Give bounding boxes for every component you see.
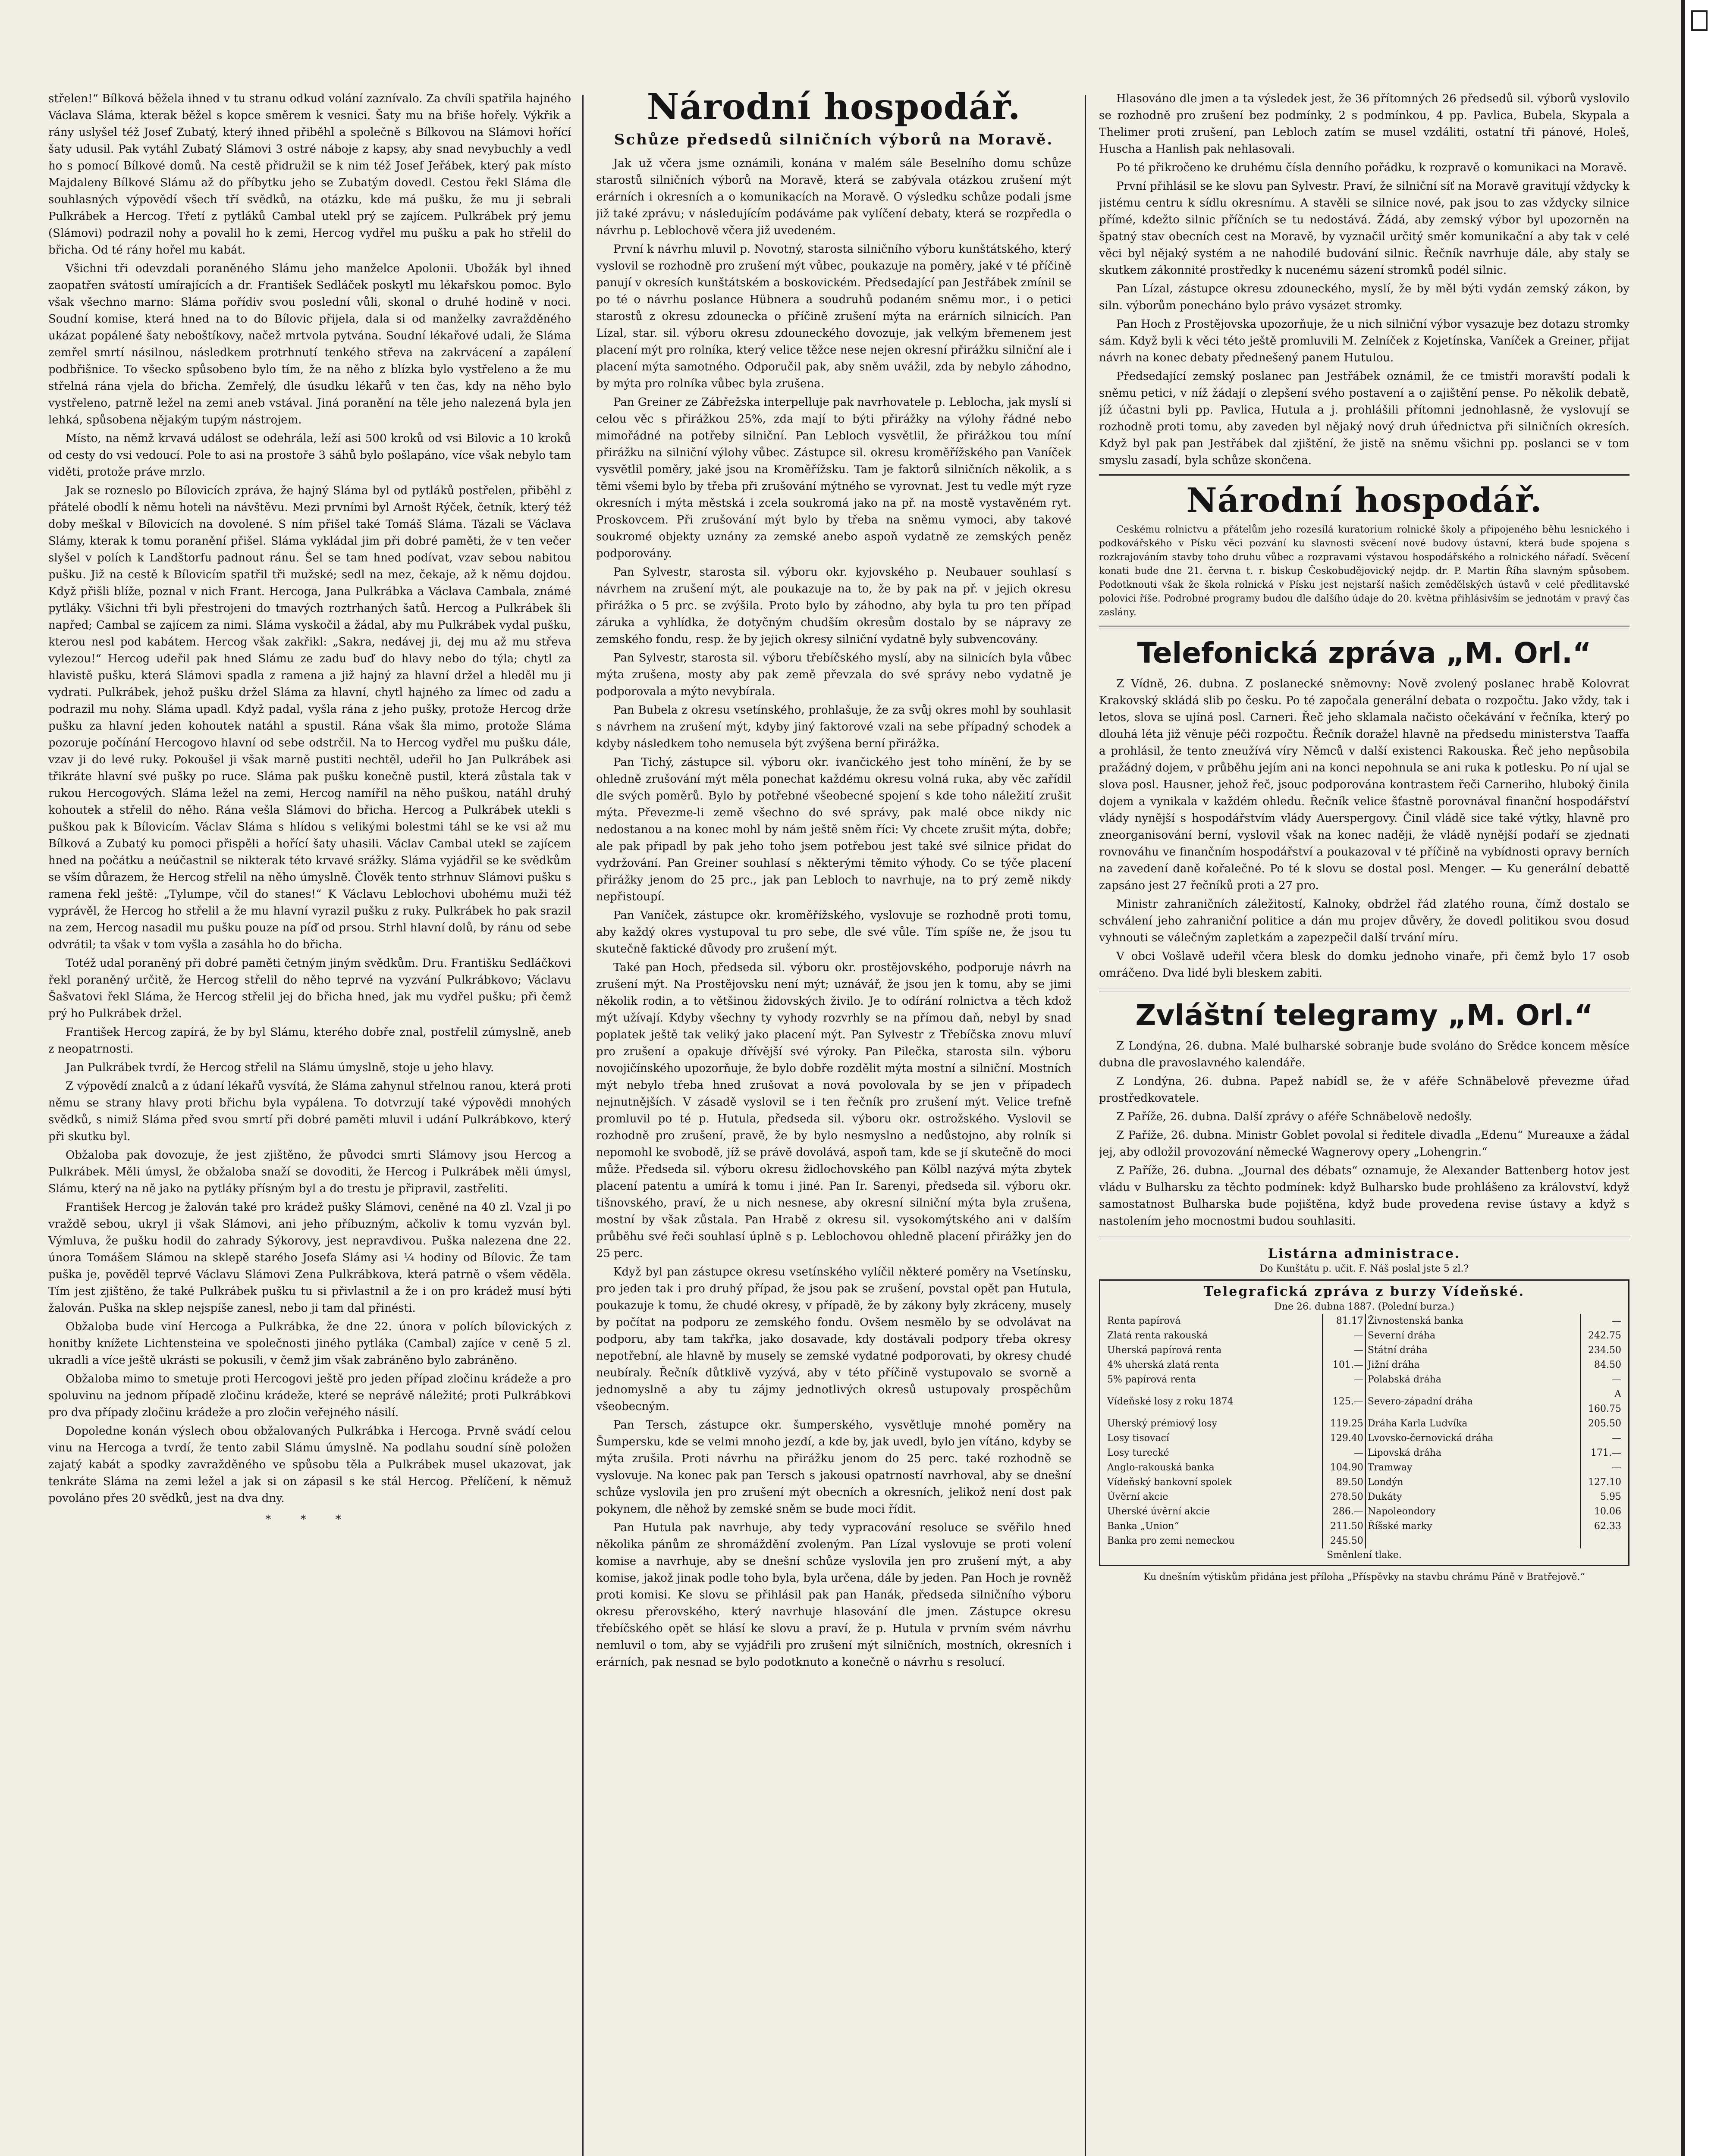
stock-left-value: 119.25 [1322, 1416, 1366, 1431]
stock-left-value: 245.50 [1322, 1534, 1366, 1548]
stock-right-name: Říšské marky [1366, 1519, 1580, 1534]
stock-row [1105, 1373, 1623, 1387]
stock-left-value: 278.50 [1322, 1490, 1366, 1504]
stock-left-value: 211.50 [1322, 1519, 1366, 1534]
stock-left-name: Losy tisovací [1105, 1431, 1322, 1446]
stock-left-value: — [1322, 1329, 1366, 1343]
stock-right-name: Polabská dráha [1366, 1373, 1580, 1387]
article-paragraph: První přihlásil se ke slovu pan Sylvestr. Praví, že silniční síť na Moravě gravitují vždycky k jistému centru k sídlu okresnímu. A stavěli se silnice nové, pak jsou to zas vždycky silnice přímé, kdežto silnic příčních se tu nedostává. Žádá, aby zemský výbor byl upozorněn na špatný stav obecních cest na Moravě, by vyznačil určitý směr komunikační a aby tak v celé věci byl nějaký systém a ne nahodilé budování silnic. Řečník navrhuje dále, aby staly se skutkem zákonnité prostředky k nucenému sázení stromků podél silnic. [1099, 180, 1629, 277]
stock-left-name: Uherské úvěrní akcie [1105, 1504, 1322, 1519]
stock-left-name: Banka pro zemi nemeckou [1105, 1534, 1322, 1548]
stock-left-name: Vídeňský bankovní spolek [1105, 1475, 1322, 1490]
telegram-paragraph: Z Londýna, 26. dubna. Malé bulharské sobranje bude svoláno do Srědce koncem měsíce dubna dle pravoslavného kalendáře. [1099, 1040, 1629, 1069]
stock-left-name: Vídeňské losy z roku 1874 [1105, 1387, 1322, 1416]
stock-left-name: Losy turecké [1105, 1446, 1322, 1460]
telegram-news [1099, 1038, 1629, 1230]
news-paragraph: V obci Vošlavě udeřil včera blesk do domku jednoho vinaře, při čemž bylo 17 osob omráčeno. Dva lidé byli bleskem zabiti. [1099, 950, 1629, 980]
column-right [1099, 91, 1629, 2156]
column-middle [596, 91, 1071, 2156]
stock-right-value: 205.50 [1588, 1418, 1621, 1429]
stock-left-value: — [1322, 1446, 1366, 1460]
stock-left-name: Zlatá renta rakouská [1105, 1329, 1322, 1343]
news-paragraph: Ministr zahraničních záležitostí, Kalnoky, obdržel řád zlatého rouna, čímž dostalo se schválení jeho zahraniční politice a dán mu projev důvěry, že dovedl politikou svou dosud vyhnouti se válečným zapletkám a zapezpečil další trvání míru. [1099, 898, 1629, 944]
article-paragraph: František Hercog zapírá, že by byl Slámu, kterého dobře znal, postřelil zúmyslně, aneb z neopatrnosti. [48, 1026, 571, 1056]
telegram-paragraph: Z Londýna, 26. dubna. Papež nabídl se, že v aféře Schnäbelově převezme úřad prostředkovatele. [1099, 1075, 1629, 1105]
article-paragraph: Obžaloba pak dovozuje, že jest zjištěno, že původci smrti Slámovy jsou Hercog a Pulkrábek. Měli úmysl, že obžaloba snaží se dovoditi, že Hercog i Pulkrábek měli úmysl, Slámu, který na ně jako na pytláky přísným byl a do trestu je připravil, zastřeliti. [48, 1149, 571, 1195]
article-paragraph: Pan Tersch, zástupce okr. šumperského, vysvětluje mnohé poměry na Šumpersku, kde se velmi mnoho jezdí, a kde by, jak uvedl, bylo jen vítáno, kdyby se mýta zrušila. Proti návrhu na přirážku jenom do 25 perc. také rozhodně se vyslovuje. Na konec pak pan Tersch s jakousi opatrností navrhoval, aby se dnešní schůze vyslovila jen pro zrušení mýt obecních a okresních, jelikož není dost pak pokynem, dle něhož by zemské sněm se bude moci řídit. [596, 1419, 1071, 1516]
article-paragraph: střelen!“ Bílková běžela ihned v tu stranu odkud volání zaznívalo. Za chvíli spatřila hajného Václava Sláma, kterak běžel s kopce směrem k vesnici. Šaty mu na břiše hořely. Výkřik a rány uslyšel též Josef Zubatý, který ihned přiběhl a společně s Bílkovou na Slámovi hořící šaty udusil. Pak vytáhl Zubatý Slámovi 3 ostré náboje z kapsy, aby snad nevybuchly a vedl ho s pomocí Bílkové domů. Na cestě přidružil se k nim též Josef Jeřábek, který pak místo Majdaleny Bílkové Slámu až do příbytku jeho se Zubatým dovedl. Cestou řekl Sláma dle souhlasných výpovědí všech tří svědků, na otázku, kde má pušku, že mu ji sebrali Pulkrábek a Hercog. Třetí z pytláků Cambal utekl prý se zajícem. Pulkrábek prý jemu (Slámovi) podrazil nohy a povalil ho k zemi, Hercog vydřel mu pušku a pak ho střelil do břicha. Od té rány hořel mu kabát. [48, 92, 571, 257]
article-paragraph: Pan Vaníček, zástupce okr. kroměřížského, vyslovuje se rozhodně proti tomu, aby každý okres vystupoval tu pro sebe, dle své vůle. Tím spíše ne, že jsou tu skutečně faktické důvody pro zrušení mýt. [596, 909, 1071, 956]
stock-row [1105, 1343, 1623, 1358]
stock-left-value: 104.90 [1322, 1460, 1366, 1475]
stock-right-value: 242.75 [1588, 1330, 1621, 1341]
stock-left-name: Anglo-rakouská banka [1105, 1460, 1322, 1475]
article-paragraph: Totéž udal poraněný při dobré paměti četným jiným svědkům. Dru. Františku Sedláčkovi řekl poraněný určitě, že Hercog střelil do něho teprvé na vyzvání Pulkrábkovo; Václavu Šašvatovi řekl Sláma, že Hercog střelil jej do břicha hned, jak mu vydřel pušku; při čemž prý ho Pulkrábek držel. [48, 957, 571, 1020]
article-paragraph: Předsedající zemský poslanec pan Jestřábek oznámil, že ce tmistři moravští podali k sněmu petici, v níž žádají o zlepšení svého postavení a o zajištění pense. Po několik debatě, jíž účastni byli pp. Pavlica, Hutula a j. prohlášili přítomni jednohlasně, že vyslovují se rozhodně proti tomu, aby zaveden byl nějaký nový druh úřednictva při silničních okresích. Když byl pak pan Jestřábek dal zjištění, že jistě na sněmu všichni pp. poslanci se v tom smyslu zasadí, byla schůze skončena. [1099, 370, 1629, 467]
article-subtitle: Schůze předsedů silničních výborů na Moravě. [614, 131, 1054, 148]
scan-edge-bar [1681, 0, 1685, 2156]
telegram-paragraph: Z Paříže, 26. dubna. „Journal des débats“ oznamuje, že Alexander Battenberg hotov jest vládu v Bulharsku za těchto podmínek: když Bulharsko bude prohlášeno za království, když samostatnost Bulharska bude pojištěna, když bude provedena revise ústavy a když s nastolením jeho mocnostmi budou souhlasiti. [1099, 1164, 1629, 1228]
stock-title: Telegrafická zpráva z burzy Vídeňské. [1203, 1284, 1525, 1299]
stock-row [1105, 1431, 1623, 1446]
article-paragraph: Když byl pan zástupce okresu vsetínského vylíčil některé poměry na Vsetínsku, pro jeden tak i pro druhý případ, že jsou pak se zrušení, povstal opět pan Hutula, poukazuje k tomu, že chudé okresy, v případě, že by zákony byly zkráceny, musely by počítat na podporu ze zemského fondu. Ovšem nesmělo by se odvolávat na podporu, aby tam takřka, jako dosavade, kdy dostávali podpory třeba okresy nepotřební, ale hlavně by musely se zemské vydatné podporovati, by okresy chudé neubíraly. Řečník důtklivě vyzývá, aby v této příčině vystupovalo se svorně a jednomyslně a aby tu zájmy jednotlivých okresů ustupovaly prospěchům všeobecným. [596, 1266, 1071, 1413]
stock-right-value: 234.50 [1588, 1345, 1621, 1356]
listarna-title: Listárna administrace. [1268, 1246, 1461, 1261]
article-paragraph: Pan Hutula pak navrhuje, aby tedy vypracování resoluce se svěřilo hned několika pánům ze shromáždění zvoleným. Pan Lízal vyslovuje se proti volení komise a navrhuje, aby se dnešní schůze vyslovila jen pro zrušení mýt, a aby komise, jakož jinak podle toho byla, byla určena, dále by jeden. Pan Hoch je rovněž proti komisi. Ke slovu se přihlásil pak pan Hanák, předseda silničního výboru okresu přerovského, který navrhuje hlasování dle jmen. Zástupce okresu třebíčského opět se hlásí ke slovu a praví, že p. Hutula v prvním svém návrhu nemluvil o tom, aby se vyjádřili pro zrušení mýt silničních, mostních, okresních i erárních, pak nesnad se bylo podotknuto a konečně o návrhu s resolucí. [596, 1521, 1071, 1669]
listarna-entry: Do Kunštátu p. učit. F. Náš poslal jste 5 zl.? [1259, 1263, 1469, 1274]
article-paragraph: Pan Greiner ze Zábřežska interpelluje pak navrhovatele p. Leblocha, jak myslí si celou věc s přirážkou 25%, zda mají to býti přirážky na výlohy řádné nebo mimořádné na potřeby silniční. Pan Lebloch vysvětlil, že přirážkou tou míní přirážku na silniční výlohy vůbec. Zástupce sil. okresu kroměřížského pan Vaníček vysvětlil poměry, jaké jsou na Kroměřížsku. Tam je faktorů silničních několik, a s těmi všemi bylo by třeba při zrušování mýtného se vyrovnat. Jest tu vedle mýt ryze okresních i mýta městská i zcela soukromá jako na př. na mostě vystavěném ryt. Proskovcem. Při zrušování mýt bylo by třeba na sněmu vymoci, aby takové soukromé objekty uznány za zemské anebo aspoň vydatně ze zemských peněz podporovány. [596, 396, 1071, 560]
stock-left-name: Uherská papírová renta [1105, 1343, 1322, 1358]
stock-right-name: Tramway [1366, 1460, 1580, 1475]
stock-right-name: Lipovská dráha [1366, 1446, 1580, 1460]
column-divider-2 [1085, 95, 1086, 2156]
stock-left-name: 5% papírová renta [1105, 1373, 1322, 1387]
divider-double [1099, 988, 1629, 991]
stock-row [1105, 1475, 1623, 1490]
stock-right-value: — [1612, 1433, 1621, 1444]
divider-double [1099, 1236, 1629, 1239]
article-paragraph: Jan Pulkrábek tvrdí, že Hercog střelil na Slámu úmyslně, stoje u jeho hlavy. [66, 1061, 494, 1074]
article-paragraph: Pan Tichý, zástupce sil. výboru okr. ivančického jest toho mínění, že by se ohledně zrušování mýt měla ponechat každému okresu volná ruka, aby věc zařídil dle svých poměrů. Bylo by potřebné všeobecné spojení s kde toho náležití zrušit mýta. Převezme-li země všechno do své správy, pak malé obce nikdy nic nedostanou a na konec mohl by nám ještě sněm říci: Vy chcete zrušit mýta, dobře; ale pak připadl by pak jeho toho jsem potřebou jest také své silnice přidat do vydržování. Pan Greiner souhlasí s některými těmito výhody. Co se týče placení přirážky jenom do 25 prc., jak pan Lebloch to navrhuje, na to prý země nikdy nepřistoupí. [596, 756, 1071, 903]
stock-left-name: 4% uherská zlatá renta [1105, 1358, 1322, 1373]
divider [1099, 474, 1629, 476]
article-paragraph: Z výpovědí znalců a z údaní lékařů vysvítá, že Sláma zahynul střelnou ranou, která proti němu se strany hlavy proti břichu byla vypálena. To dotvrzují také výpovědi mnohých svědků, s nimiž Sláma před svou smrtí při dobré paměti mluvil i udání Pulkrábkovo, který při skutku byl. [48, 1080, 571, 1143]
stock-footer: Směnlení tlake. [1327, 1550, 1402, 1561]
article-paragraph: Obžaloba bude viní Hercoga a Pulkrábka, že dne 22. února v polích bílovických z honitby knížete Lichtensteina ve společnosti jiného pytláka (Cambal) zajíce v ceně 5 zl. ukradli a více ještě ukrásti se pokusili, v čemž jim však zabráněno bylo zabráněno. [48, 1320, 571, 1367]
stock-right-name: Napoleondory [1366, 1504, 1580, 1519]
stock-right-name: Dukáty [1366, 1490, 1580, 1504]
stock-left-value: 125.— [1322, 1387, 1366, 1416]
stock-right-name [1366, 1534, 1580, 1548]
stock-right-name: Živnostenská banka [1366, 1314, 1580, 1329]
stock-right-value: — [1612, 1374, 1621, 1385]
scan-edge [1681, 0, 1711, 2156]
stock-left-value: — [1322, 1343, 1366, 1358]
stock-left-name: Uherský prémiový losy [1105, 1416, 1322, 1431]
supplement-note: Ku dnešním výtiskům přidána jest příloha „Příspěvky na stavbu chrámu Páně v Bratřejově.“ [1143, 1572, 1585, 1583]
stock-right-value: 171.— [1591, 1448, 1621, 1458]
stock-right-value: 5.95 [1600, 1492, 1621, 1502]
article-paragraph: Pan Bubela z okresu vsetínského, prohlašuje, že za svůj okres mohl by souhlasit s návrhem na zrušení mýt, kdyby jiný faktorové vzali na sebe případný schodek a kdyby následkem toho nemusela být zvýšena berní přirážka. [596, 704, 1071, 750]
article-paragraph: Pan Sylvestr, starosta sil. výboru okr. kyjovského p. Neubauer souhlasí s návrhem na zrušení mýt, ale poukazuje na to, že by pak na př. v jejich okresu přirážka o 5 prc. se zvýšila. Proto bylo by záhodno, aby byla tu pro ten případ záruka a vyhlídka, že dotyčným chudším okresům dostalo by se nápravy ze zemského fondu, resp. že by jejich okresy silniční vydatně byly subvencovány. [596, 566, 1071, 646]
article-paragraph: První k návrhu mluvil p. Novotný, starosta silničního výboru kunštátského, který vyslovil se rozhodně pro zrušení mýt vůbec, poukazuje na poměry, jaké v té příčině panují v okresích kunštátském a boskovickém. Předsedající pan Jestřábek zmínil se po té o návrhu poslance Hübnera a soudruhů podaném sněmu mor., i o petici starostů z okresu zdounecka o příčině zrušení mýta na erárních silnicích. Pan Lízal, star. sil. výboru okresu zdouneckého dovozuje, jak velkým břemenem jest placení mýt pro rolníka, který velice těžce nese nejen okresní přirážku silniční ale i placení mýta samotného. Odporučil pak, aby sněm uvážil, zda by nebylo záhodno, by mýta pro rolníka vůbec byla zrušena. [596, 243, 1071, 390]
stock-row [1105, 1416, 1623, 1431]
article-paragraph: Jak už včera jsme oznámili, konána v malém sále Beselního domu schůze starostů silničních výborů na Moravě, která se zabývala otázkou zrušení mýt erárních i okresních a o komunikacích na Moravě. O výsledku schůze podali jsme již také zprávu; v následujícím podáváme pak vylíčení debaty, která se rozpředla o návrhu p. Leblochově včera již uvedeném. [596, 157, 1071, 237]
section-title-economy: Národní hospodář. [647, 91, 1021, 128]
meeting-report-continued [1099, 91, 1629, 469]
stock-left-value: 101.— [1322, 1358, 1366, 1373]
stock-row [1105, 1504, 1623, 1519]
article-paragraph: František Hercog je žalován také pro krádež pušky Slámovi, ceněné na 40 zl. Vzal ji po vraždě sebou, ukryl ji však Slámovi, ani jeho příbuzným, ačkoliv k tomu vyzván byl. Výmluva, že pušku hodil do zahrady Sýkorovy, jest nepravdivou. Puška nalezena dne 22. února Tomášem Slámou na sklepě starého Josefa Slámy asi ¼ hodiny od Bílovic. Že tam puška je, pověděl teprvé Václavu Slámovi Zena Pulkrábkova, která patrně o všem věděla. Tím jest zjištěno, že také Pulkrábek pušku tu si přivlastnil a že i on pro krádež musí býti žalován. Puška na sklep nejspíše zanesl, nebo ji tam dal přinésti. [48, 1201, 571, 1315]
stock-left-value: 89.50 [1322, 1475, 1366, 1490]
news-paragraph: Z Vídně, 26. dubna. Z poslanecké sněmovny: Nově zvolený poslanec hrabě Kolovrat Krakovský skládá slib po česku. Po té započala generální debata o rozpočtu. Jako vždy, tak i letos, slova se ujíná posl. Carneri. Řeč jeho sklamala načisto očekávání v řečníka, který po dlouhá léta již věnuje péči rozpočtu. Řečník doražel hlavně na předsedu ministerstva Taaffa a prohlásil, že tento zneužívá víry Němců v další existenci Rakouska. Řeč jeho nepůsobila pražádný dojem, v průběhu jejím ani na konci nepohnula se ani ruka k potlesku. Po ní ujal se slova posl. Hausner, jehož řeč, jsouc podporována kontrastem řeči Carneriho, hluboký činila dojem a vynikala v každém ohledu. Řečník velice šťastně porovnával finanční hospodářství vlády nynější s hospodářstvím vlády Auerspergovy. Činil vládě sice také výtky, hlavně pro zneorganisování berní, vyslovil však na konec naději, že vládě nynější podaří se zjednati rovnováhu ve finančním hospodářství a poukazoval v té příčině na vybídnosti opravy berních na zavedení daně kořalečné. Po té k slovu se dostal posl. Menger. — Ku generální debattě zapsáno jest 27 řečníků proti a 27 pro. [1099, 677, 1629, 892]
stock-date: Dne 26. dubna 1887. (Polední burza.) [1274, 1301, 1454, 1312]
stock-left-name: Úvěrní akcie [1105, 1490, 1322, 1504]
stock-right-value: 127.10 [1588, 1477, 1621, 1488]
stock-row [1105, 1329, 1623, 1343]
stock-right-name: Severo-západní dráha [1366, 1387, 1580, 1416]
column-divider-1 [582, 95, 584, 2156]
article-paragraph: Hlasováno dle jmen a ta výsledek jest, že 36 přítomných 26 předsedů sil. výborů vyslovilo se rozhodně pro zrušení bez podmínky, 2 s podmínkou, 4 pp. Pavlica, Bubela, Skypala a Thelimer proti zrušení, pan Lebloch zatím se musel vzdáliti, ostatní tři pánové, Holeš, Huscha a Hanlish pak nehlasovali. [1099, 92, 1629, 156]
school-notice: Ceskému rolnictvu a přátelům jeho rozesílá kuratorium rolnické školy a připojeného běhu lesnického i podkovářského v Písku věci pozvání ku slavnosti svěcení nové budovy ústavní, která bude spojena s rozkrajováním stavby toho druhu vůbec a rozpravami výstavou hospodářského a rolnického nářadí. Svěcení konati bude dne 21. června t. r. biskup Českobudějovický nejdp. dr. P. Martin Říha slavným spůsobem. Podotknouti však že škola rolnická v Písku jest nejstarší našich zemědělských ústavů v celé předlitavské polovici říše. Podrobné programy budou dle dalšího údaje do 20. května přihlásivším se jednotám v pravý čas zaslány. [1099, 524, 1629, 618]
stock-left-value: — [1322, 1373, 1366, 1387]
article-paragraph: Místo, na němž krvavá událost se odehrála, leží asi 500 kroků od vsi Bilovic a 10 kroků od cesty do vsi vedoucí. Pole to asi na prostoře 3 sáhů bylo pošlapáno, více však nebylo tam viděti, protože práve mrzlo. [48, 432, 571, 479]
stock-right-name: Státní dráha [1366, 1343, 1580, 1358]
column-left [48, 91, 571, 2156]
stock-left-name: Renta papírová [1105, 1314, 1322, 1329]
trial-report [48, 91, 571, 1507]
telephone-news [1099, 676, 1629, 982]
stock-row [1105, 1358, 1623, 1373]
article-paragraph: Obžaloba mimo to smetuje proti Hercogovi ještě pro jeden případ zločinu krádeže a pro spoluvinu na jednom případě zločinu krádeže, které se neprávě náležité; proti Pulkrábkovi pro dva případy zločinu krádeže a pro zločin veřejného násilí. [48, 1373, 571, 1419]
stock-table [1105, 1314, 1623, 1548]
stock-left-value: 286.— [1322, 1504, 1366, 1519]
separator-stars: * * * [265, 1513, 354, 1526]
stock-left-name: Banka „Union“ [1105, 1519, 1322, 1534]
stock-right-value: — [1612, 1462, 1621, 1473]
article-paragraph: Jak se rozneslo po Bílovicích zpráva, že hajný Sláma byl od pytláků postřelen, přiběhl z přátelé obodlí k němu hoteli na návštěvu. Mezi prvními byl Arnošt Rýček, četník, který též doby meškal v Bílovicích na dovolené. S ním přišel také Tomáš Sláma. Tázali se Václava Slámy, kterak k tomu poranění přišel. Sláma vykládal jim při dobré paměti, že v ten večer slyšel v polích k Landštorfu padnout ránu. Šel se tam hned podívat, vzav sebou nabitou pušku. Již na cestě k Bílovicím spatřil tři mužské; sedl na mez, čekaje, až k němu dojdou. Když přišli blíže, poznal v nich Frant. Hercoga, Jana Pulkrábka a Václava Cambala, známé pytláky. Všichni tři byli přestrojeni do tmavých roztrhaných šatů. Hercog a Pulkrábek šli napřed; Cambal se zajícem za nimi. Sláma vyskočil a žádal, aby mu Pulkrábek vydal pušku, kterou nesl pod kabátem. Hercog však zakřikl: „Sakra, nedávej ji, dej mu až mu střeva vylezou!“ Hercog udeřil pak hned Slámu ze zadu buď do hlavy nebo do týla; chytl za hlavistě pušku, která Slámovi spadla z ramena a již hajný za hlavní držel a hleděl mu ji vydrati. Pulkrábek, jehož pušku držel Sláma za hlavní, chytl hajného za límec od zadu a podrazil mu nohy. Sláma upadl. Když padal, vyšla rána z jeho pušky, protože Hercog drže pušku za hlavní jeden kohoutek natáhl a spustil. Rána však šla mimo, protože Sláma pozoruje počínání Hercogovo hlavní od sebe odstrčil. Na to Hercog vydřel mu pušku dále, vzav ji do levé ruky. Pokoušel ji však marně pustiti nechtěl, udeřil ho Jan Pulkrábek asi třikráte hlavní své pušky po ruce. Sláma pak pušku konečně pustil, která zůstala tak v rukou Hercogových. Sláma ležel na zemi, Hercog namířil na něho puškou, natáhl druhý kohoutek a střelil do něho. Rána vešla Slámovi do břicha. Hercog a Pulkrábek utekli s puškou pak k Bílovicím. Václav Sláma s hlídou s velikými bolestmi táhl se ke vsi až mu Bílková a Zubatý ku pomoci přispěli a hořící šaty uhasili. Václav Cambal utekl se zajícem hned na počátku a neúčastnil se nikterak této krvavé srážky. Sláma vyjádřil se ke svědkům se vším důrazem, že Hercog střelil na něho úmyslně. Člověk tento strhnuv Slámovi pušku s ramena řekl ještě: „Tylumpe, včil do stanes!“ K Václavu Leblochovi ubohému muži též vyprávěl, že Hercog ho střelil a že mu hlavní vyrazil pušku z ruky. Pulkrábek ho pak srazil na zem, Hercog nasadil mu pušku pouze na píď od prsou. Strhl hlavní dolů, by ránu od sebe odvrátil; ta však v tom vyšla a zasáhla ho do břicha. [48, 484, 571, 951]
stock-right-value [1580, 1534, 1623, 1548]
meeting-report [596, 155, 1071, 1671]
article-paragraph: Dopoledne konán výslech obou obžalovaných Pulkrábka i Hercoga. Prvně svádí celou vinu na Hercoga a tvrdí, že tento zabil Slámu úmyslně. Na podlahu soudní síně položen zajatý kabát a spodky zavražděného ve spůsobu těla a Pulkrábek musel ukazovat, jak tenkráte Sláma na zemi ležel a jak si on zápasil s ke stál Hercog. Přelíčení, k němuž povoláno přes 20 svědků, jest na dva dny. [48, 1425, 571, 1505]
stock-left-value: 129.40 [1322, 1431, 1366, 1446]
stock-row [1105, 1446, 1623, 1460]
stock-row [1105, 1519, 1623, 1534]
article-paragraph: Po té přikročeno ke druhému čísla denního pořádku, k rozpravě o komunikaci na Moravě. [1116, 161, 1627, 174]
telegram-paragraph: Z Paříže, 26. dubna. Ministr Goblet povolal si ředitele divadla „Edenu“ Mureauxe a žádal jej, aby odložil provozování německé Wagnerovy opery „Lohengrin.“ [1099, 1129, 1629, 1159]
stock-exchange-box [1099, 1279, 1629, 1566]
telegram-news-title: Zvláštní telegramy „M. Orl.“ [1135, 999, 1593, 1032]
stock-right-name: Jižní dráha [1366, 1358, 1580, 1373]
stock-right-name: Severní dráha [1366, 1329, 1580, 1343]
stock-right-value: 10.06 [1594, 1506, 1621, 1517]
stock-right-name: Londýn [1366, 1475, 1580, 1490]
article-paragraph: Pan Lízal, zástupce okresu zdouneckého, myslí, že by měl býti vydán zemský zákon, by siln. výborům ponecháno bylo právo vysázet stromky. [1099, 282, 1629, 312]
article-paragraph: Pan Hoch z Prostějovska upozorňuje, že u nich silniční výbor vysazuje bez dotazu stromky sám. Když byli k věci této ještě promluvili M. Zelníček z Kojetínska, Vaníček a Greiner, přijat návrh na konec debaty přednešený panem Hutulou. [1099, 318, 1629, 364]
stock-right-value: — [1612, 1316, 1621, 1326]
stock-left-value: 81.17 [1322, 1314, 1366, 1329]
stock-right-value: 84.50 [1594, 1360, 1621, 1370]
scan-corner-mark [1691, 10, 1708, 31]
article-paragraph: Také pan Hoch, předseda sil. výboru okr. prostějovského, podporuje návrh na zrušení mýt. Na Prostějovsku není mýt; uznávář, že jsou jen k tomu, aby se jimi několik rodin, a to většinou židovských živilo. Je to odírání rolnictva a těch kdož mýt užívají. Kdyby všechny ty vyhody rozvrhly se na přímou daň, nebyl by snad poplatek ještě tak veliký jako placení mýt. Pan Sylvestr z Třebíčska znovu mluví pro zrušení a opakuje dřívější své výroky. Pan Pilečka, starosta siln. výboru novojičínského upozorňuje, že bylo dobře rozdělit mýta mostní a silniční. Mostních mýt nebylo třeba hned zrušovat a nová povolovala by se jen v případech nejnutnějších. V zásadě vyslovil se i ten řečník pro zrušení mýt. Velice trefně promluvil po té p. Hutula, předseda sil. výboru okr. ostrožského. Vyslovil se rozhodně pro zrušení, pravě, že by bylo nesmyslno a nedůstojno, aby rolník si nepomohl ke svobodě, jíž se právě dovolává, aspoň tam, kde se jí skutečně do moci může. Předseda sil. výboru okresu židlochovského pan Kölbl nazývá mýta zbytek placení patentu a umírá k tomu i jiné. Pan Ir. Sarenyi, předseda sil. výboru okr. tišnovského, praví, že u nich nesnese, aby okresní silniční mýta byla zrušena, mostní by však zůstala. Pan Hrabě z okresu sil. vysokomýtského ani v dalším průběhu své řeči souhlasí úplně s p. Leblochovou ohledně placení přirážky jen do 25 perc. [596, 961, 1071, 1260]
section-title-economy-2: Národní hospodář. [1186, 481, 1542, 520]
stock-row [1105, 1314, 1623, 1329]
divider-double [1099, 626, 1629, 629]
stock-right-name: Lvovsko-černovická dráha [1366, 1431, 1580, 1446]
telephone-news-title: Telefonická zpráva „M. Orl.“ [1137, 636, 1592, 670]
stock-row [1105, 1460, 1623, 1475]
stock-right-name: Dráha Karla Ludvíka [1366, 1416, 1580, 1431]
stock-row [1105, 1387, 1623, 1416]
stock-right-value: A 160.75 [1588, 1389, 1621, 1414]
stock-right-value: 62.33 [1594, 1521, 1621, 1532]
stock-row [1105, 1534, 1623, 1548]
article-paragraph: Pan Sylvestr, starosta sil. výboru třebíčského myslí, aby na silnicích byla vůbec mýta zrušena, mosty aby pak země převzala do své správy nebo vydatně je podporovala a mýto nevybírala. [596, 652, 1071, 698]
stock-row [1105, 1490, 1623, 1504]
telegram-paragraph: Z Paříže, 26. dubna. Další zprávy o aféře Schnäbelově nedošly. [1116, 1110, 1472, 1123]
article-paragraph: Všichni tři odevzdali poraněného Slámu jeho manželce Apolonii. Ubožák byl ihned zaopatřen svátostí umírajících a dr. František Sedláček poskytl mu lékařskou pomoc. Bylo však všechno marno: Sláma pořídiv svou poslední vůli, skonal o druhé hodině v noci. Soudní komise, která hned na to do Bílovic přijela, dala si od manželky zavražděného ukázat popálené šaty neboštíkovy, načež mrtvola pytvána. Soudní lékařové udali, že Sláma zemřel smrtí násilnou, následkem protrhnutí tenkého střeva na zakrvácení a zapálení podbřišnice. To všecko spůsobeno bylo tím, že na něho z blízka bylo vystřeleno a že mu střelná rána vjela do břicha. Zemřelý, dle úsudku lékařů v ten čas, kdy na něho bylo vystřeleno, patrně ležel na zemi aneb vstával. Jiná poranění na těle jeho nalezená byla jen lehká, spůsobena nějakým tupým nástrojem. [48, 262, 571, 426]
